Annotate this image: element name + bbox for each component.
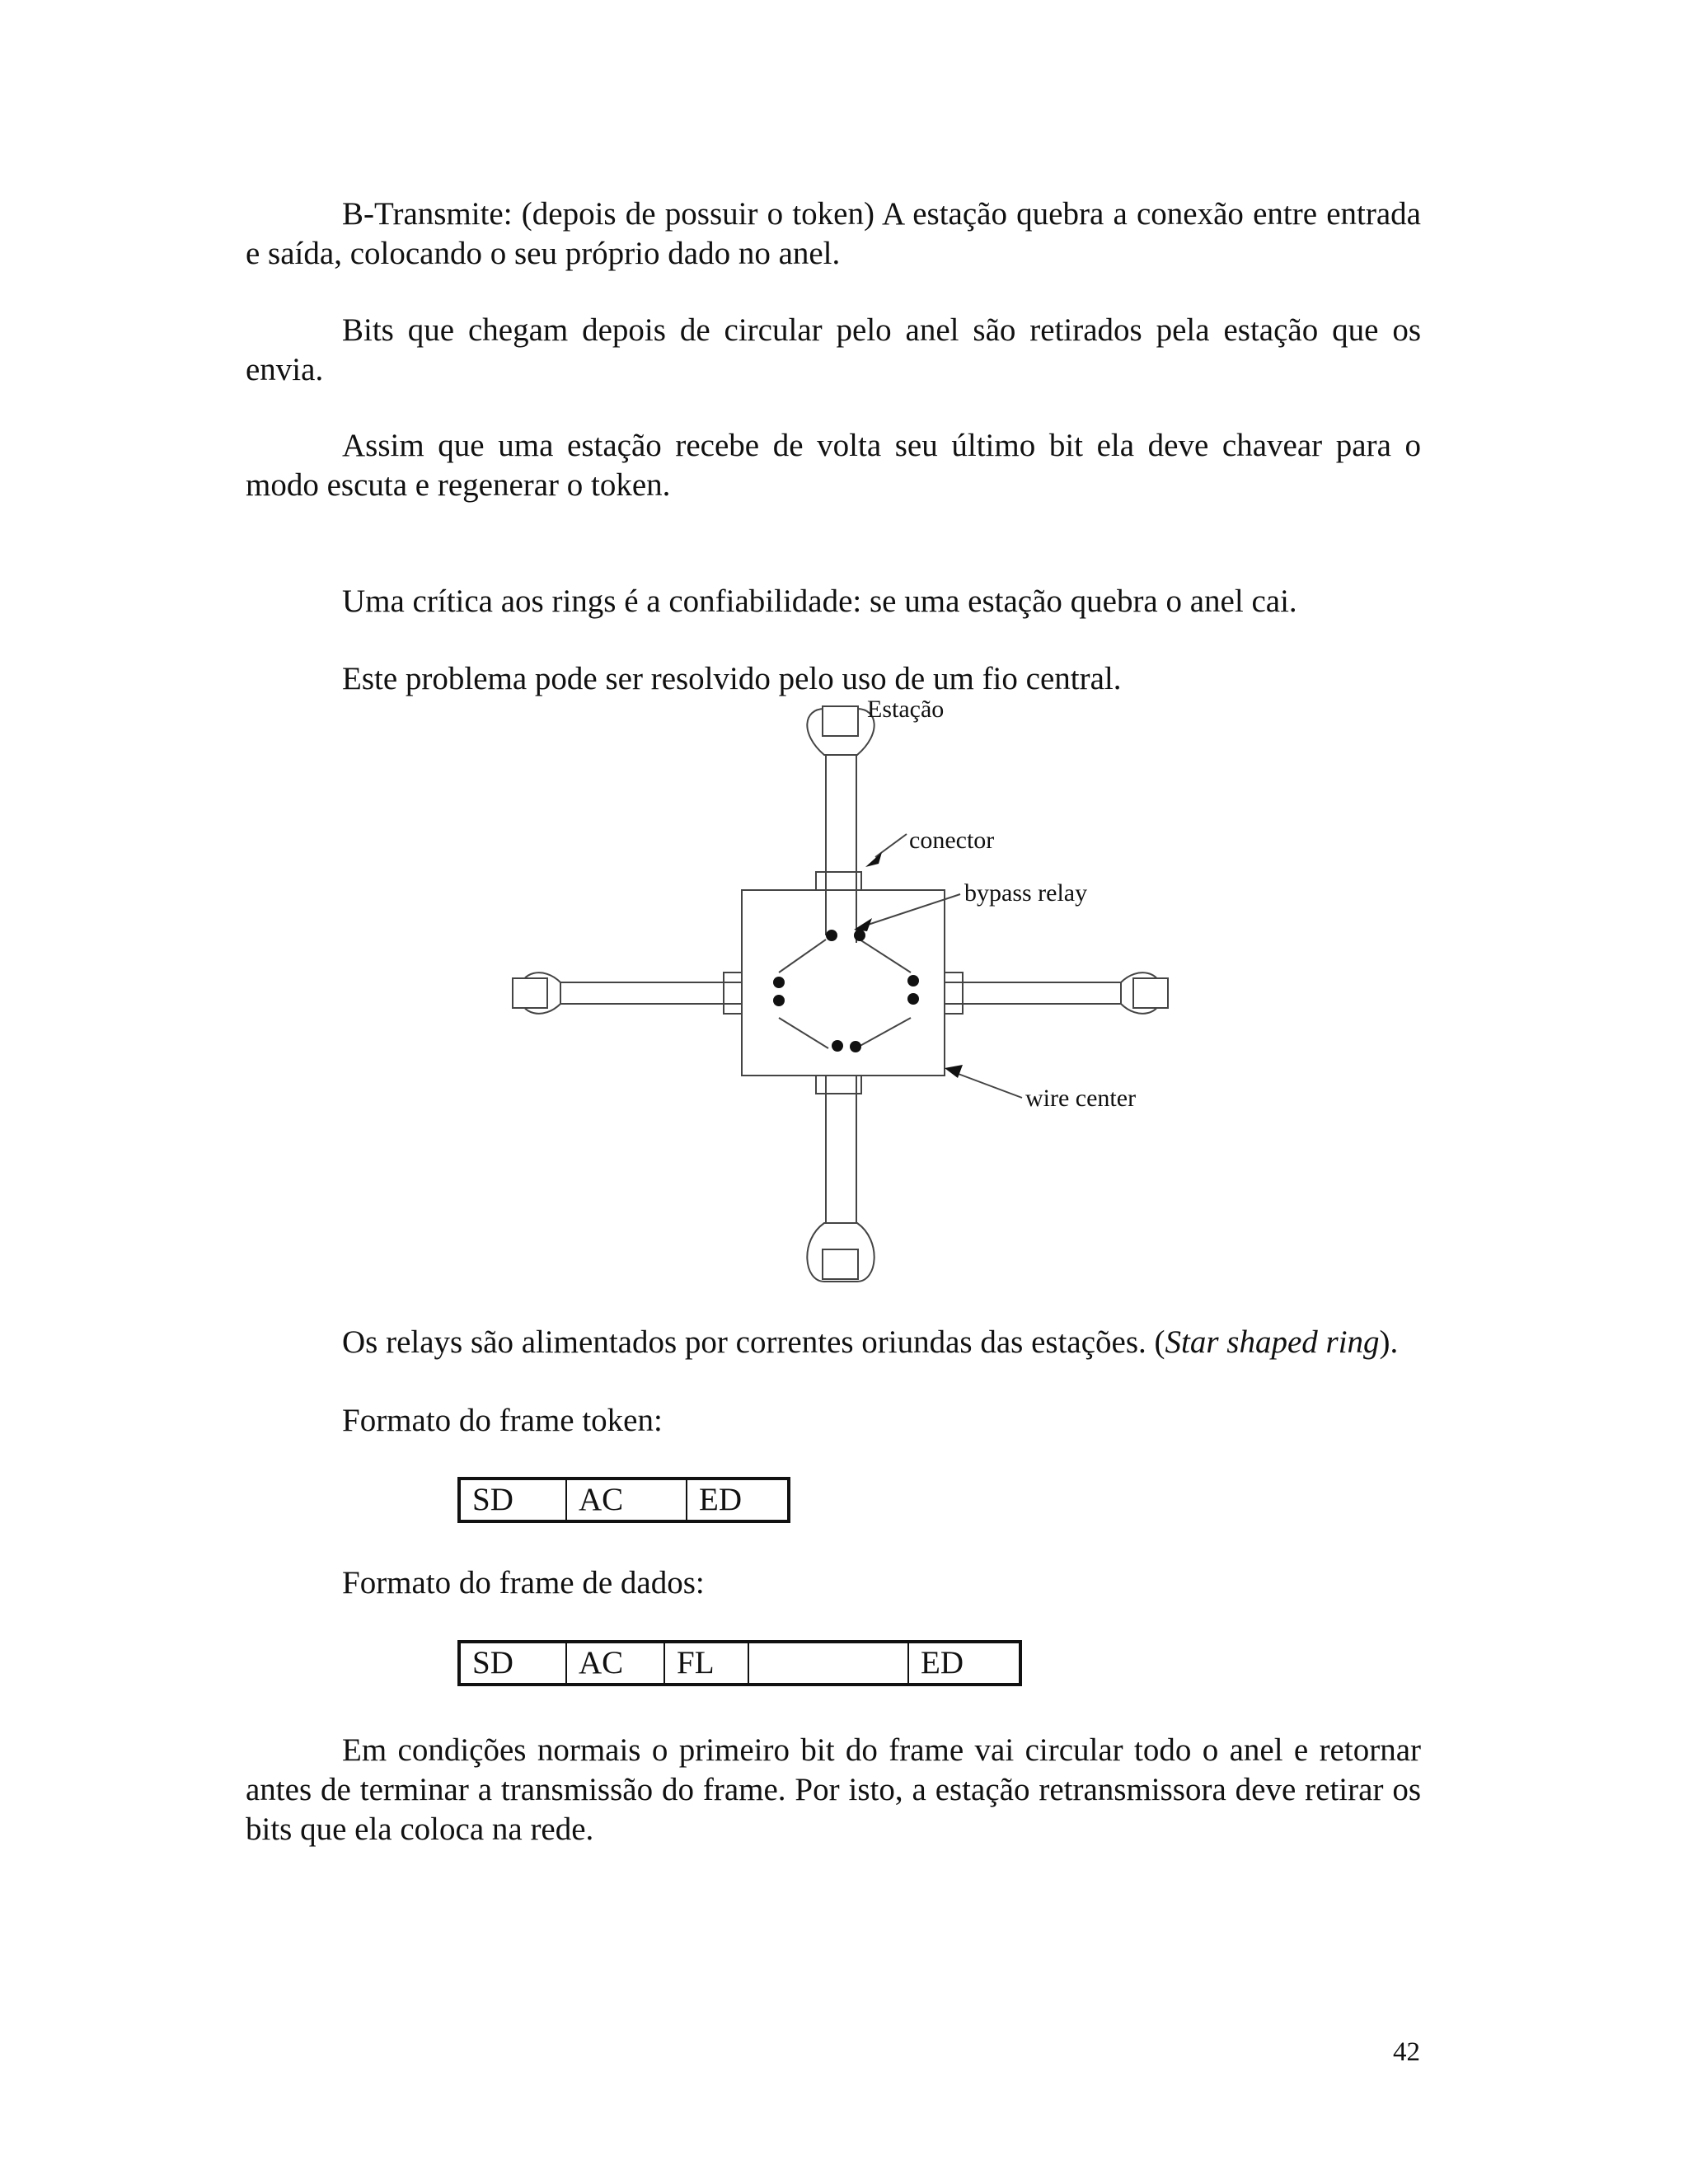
label-station: Estação — [867, 696, 945, 723]
connector-bottom — [816, 1076, 861, 1094]
station-bottom — [823, 1249, 858, 1279]
token-frame-cell-ac: AC — [566, 1479, 687, 1521]
paragraph-central-wire: Este problema pode ser resolvido pelo uso de um fio central. — [342, 661, 1122, 696]
paragraph-bits-removed: Bits que chegam depois de circular pelo anel são retirados pela estação que os envia. — [246, 312, 1421, 387]
relay-contact — [826, 930, 837, 941]
data-frame-cell-ac: AC — [566, 1642, 664, 1685]
label-connector: conector — [909, 827, 995, 854]
connector-left — [724, 972, 742, 1014]
relay-contact — [773, 977, 785, 988]
page-number: 42 — [1393, 2037, 1420, 2067]
paragraph-normal-conditions: Em condições normais o primeiro bit do frame vai circular todo o anel e retornar antes de terminar a transmissão do frame. Por isto, a estação retransmissora deve retirar os bits que ela coloca na rede. — [246, 1732, 1421, 1847]
paragraph-transmit: B-Transmite: (depois de possuir o token) A estação quebra a conexão entre entrada e saída, colocando o seu próprio dado no anel. — [246, 196, 1421, 271]
connector-top — [816, 872, 861, 890]
connector-right — [945, 972, 963, 1014]
label-data-frame: Formato do frame de dados: — [342, 1565, 705, 1601]
label-wire-center: wire center — [1025, 1085, 1137, 1112]
relay-contact — [850, 1041, 861, 1052]
relay-contact — [832, 1040, 843, 1052]
data-frame-cell-fl: FL — [664, 1642, 748, 1685]
data-frame-table — [457, 1640, 1022, 1686]
label-bypass-relay: bypass relay — [964, 879, 1088, 907]
paragraph-relays: Os relays são alimentados por correntes oriundas das estações. (Star shaped ring). — [342, 1324, 1399, 1360]
relay-contact — [773, 995, 785, 1006]
data-frame-cell-ed: ED — [908, 1642, 1020, 1685]
token-frame-table — [457, 1477, 790, 1523]
data-frame-cell-sd: SD — [459, 1642, 566, 1685]
paragraph-ring-critique: Uma crítica aos rings é a confiabilidade: se uma estação quebra o anel cai. — [342, 583, 1297, 619]
token-frame-cell-sd: SD — [459, 1479, 566, 1521]
station-right — [1133, 978, 1168, 1008]
relay-contact — [907, 975, 919, 987]
arrowhead — [945, 1065, 963, 1078]
station-top — [823, 706, 858, 736]
label-token-frame: Formato do frame token: — [342, 1403, 663, 1438]
token-frame-cell-ed: ED — [687, 1479, 789, 1521]
paragraph-regenerate-token: Assim que uma estação recebe de volta seu último bit ela deve chavear para o modo escuta e regenerar o token. — [246, 428, 1421, 503]
relay-contact — [854, 930, 865, 941]
relay-contact — [907, 993, 919, 1005]
data-frame-cell-payload — [748, 1642, 908, 1685]
station-left — [513, 978, 547, 1008]
